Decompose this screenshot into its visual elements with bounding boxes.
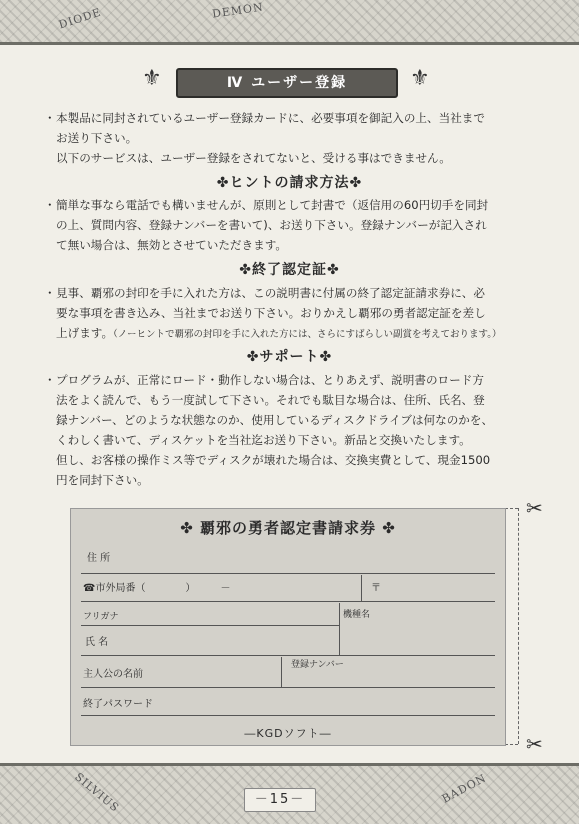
border-word-badon: BADON	[439, 771, 489, 806]
completion-line-1: 見事、覇邪の封印を手に入れた方は、この説明書に付属の終了認定証請求券に、必	[56, 286, 485, 300]
postal-label: 〒	[371, 583, 381, 594]
password-line[interactable]	[81, 715, 495, 716]
cut-line-right	[518, 508, 519, 744]
border-word-diode: DIODE	[57, 5, 103, 32]
completion-heading	[0, 259, 579, 279]
support-heading	[0, 346, 579, 366]
intro-line-1: 本製品に同封されているユーザー登録カードに、必要事項を御記入の上、当社まで	[56, 111, 485, 125]
fleur-de-lis-left-icon: ⚜	[142, 66, 162, 91]
hint-title: ヒントの請求方法	[229, 175, 350, 191]
machine-label: 機種名	[343, 610, 371, 620]
name-label: 氏 名	[85, 637, 109, 648]
ornament-right-icon: ✤	[319, 349, 333, 365]
completion-title: 終了認定証	[252, 262, 327, 278]
support-title: サポート	[259, 349, 320, 365]
address-line[interactable]	[81, 573, 495, 574]
company-name: ―KGDソフト―	[244, 727, 332, 740]
completion-note: （ノーヒントで覇邪の封印を手に入れた方には、さらにすばらしい副賞を考えております。）	[113, 329, 502, 340]
page-number: －15－	[244, 788, 316, 812]
scissors-bottom-icon: ✂	[526, 732, 543, 756]
reg-number-label: 登録ナンバー	[291, 660, 344, 670]
ornament-left-icon: ✤	[246, 349, 260, 365]
hero-name-label: 主人公の名前	[83, 669, 143, 680]
coupon-heading	[71, 517, 505, 538]
completion-line-2: 要な事項を書き込み、当社までお送り下さい。おりかえし覇邪の勇者認定証を差し	[56, 306, 486, 320]
completion-paragraph: ・ 見事、覇邪の封印を手に入れた方は、この説明書に付属の終了認定証請求券に、必 要な事項を書き込み、当社までお送り下さい。おりかえし覇邪の勇者認定証を差し 上げます。（ノーヒントで覇邪の封印を手に入れた方には、さらにすばらしい副賞を考えております。）	[56, 283, 536, 345]
ornament-left-icon: ✤	[216, 175, 230, 191]
ornament-right-icon: ✤	[327, 262, 340, 278]
hint-line-2: の上、質問内容、登録ナンバーを書いて)、お送り下さい。登録ナンバーが記入され	[56, 218, 487, 232]
password-label: 終了パスワード	[83, 699, 153, 710]
border-word-silvius: SILVIUS	[72, 770, 122, 815]
support-line-4: くわしく書いて、ディスケットを当社迄お送り下さい。新品と交換いたします。	[56, 433, 471, 447]
support-line-3: 録ナンバー、どのような状態なのか、使用しているディスクドライブは何なのかを、	[56, 413, 494, 427]
furigana-line[interactable]	[81, 625, 339, 626]
top-border	[0, 0, 579, 45]
intro-paragraph: ・ 本製品に同封されているユーザー登録カードに、必要事項を御記入の上、当社まで お送り下さい。 以下のサービスは、ユーザー登録をされてないと、受ける事はできません。	[56, 108, 536, 168]
phone-line[interactable]	[81, 601, 495, 602]
support-paragraph: ・ プログラムが、正常にロード・動作しない場合は、とりあえず、説明書のロード方 法をよく読んで、もう一度試して下さい。それでも駄目な場合は、住所、氏名、登 録ナンバー、どのような状態なのか、使用しているディスクドライブは何なのかを、 くわしく書いて、ディスケットを当社迄お送り下さい。新品と交換いたします。 但し、お客様の操作ミス等でディスクが壊れた場合は、交換実費として、現金1500 円を同封下さい。	[56, 370, 536, 490]
hint-line-3: て無い場合は、無効とさせていただきます。	[56, 238, 287, 252]
completion-line-3: 上げます。	[56, 326, 114, 340]
bottom-border	[0, 763, 579, 824]
address-label: 住 所	[87, 553, 111, 564]
ornament-right-icon: ✤	[349, 175, 363, 191]
name-line[interactable]	[81, 655, 495, 656]
certificate-request-coupon	[70, 508, 506, 746]
support-line-1: プログラムが、正常にロード・動作しない場合は、とりあえず、説明書のロード方	[56, 373, 484, 387]
border-word-demon: DEMON	[211, 0, 265, 21]
hint-paragraph: ・ 簡単な事なら電話でも構いませんが、原則として封書で（返信用の60円切手を同封 の上、質問内容、登録ナンバーを書いて)、お送り下さい。登録ナンバーが記入され て無い場合は、無効とさせていただきます。	[56, 195, 536, 255]
support-line-6: 円を同封下さい。	[56, 473, 149, 487]
furigana-label: フリガナ	[83, 612, 119, 622]
intro-line-2: お送り下さい。	[56, 131, 138, 145]
ornament-left-icon: ✤	[239, 262, 252, 278]
ornament-left-icon: ✤	[180, 519, 200, 537]
coupon-title: 覇邪の勇者認定書請求券	[199, 519, 376, 537]
support-line-5: 但し、お客様の操作ミス等でディスクが壊れた場合は、交換実費として、現金1500	[56, 453, 491, 467]
hint-line-1: 簡単な事なら電話でも構いませんが、原則として封書で（返信用の60円切手を同封	[56, 198, 489, 212]
intro-line-3: 以下のサービスは、ユーザー登録をされてないと、受ける事はできません。	[56, 151, 451, 165]
support-line-2: 法をよく読んで、もう一度試して下さい。それでも駄目な場合は、住所、氏名、登	[56, 393, 485, 407]
phone-label: ☎市外局番（ ） －	[83, 583, 231, 594]
section-title: Ⅳ ユーザー登録	[176, 68, 398, 98]
hero-name-line[interactable]	[81, 687, 495, 688]
ornament-right-icon: ✤	[376, 519, 396, 537]
fleur-de-lis-right-icon: ⚜	[410, 66, 430, 91]
hint-heading	[0, 172, 579, 192]
scissors-top-icon: ✂	[526, 496, 543, 520]
